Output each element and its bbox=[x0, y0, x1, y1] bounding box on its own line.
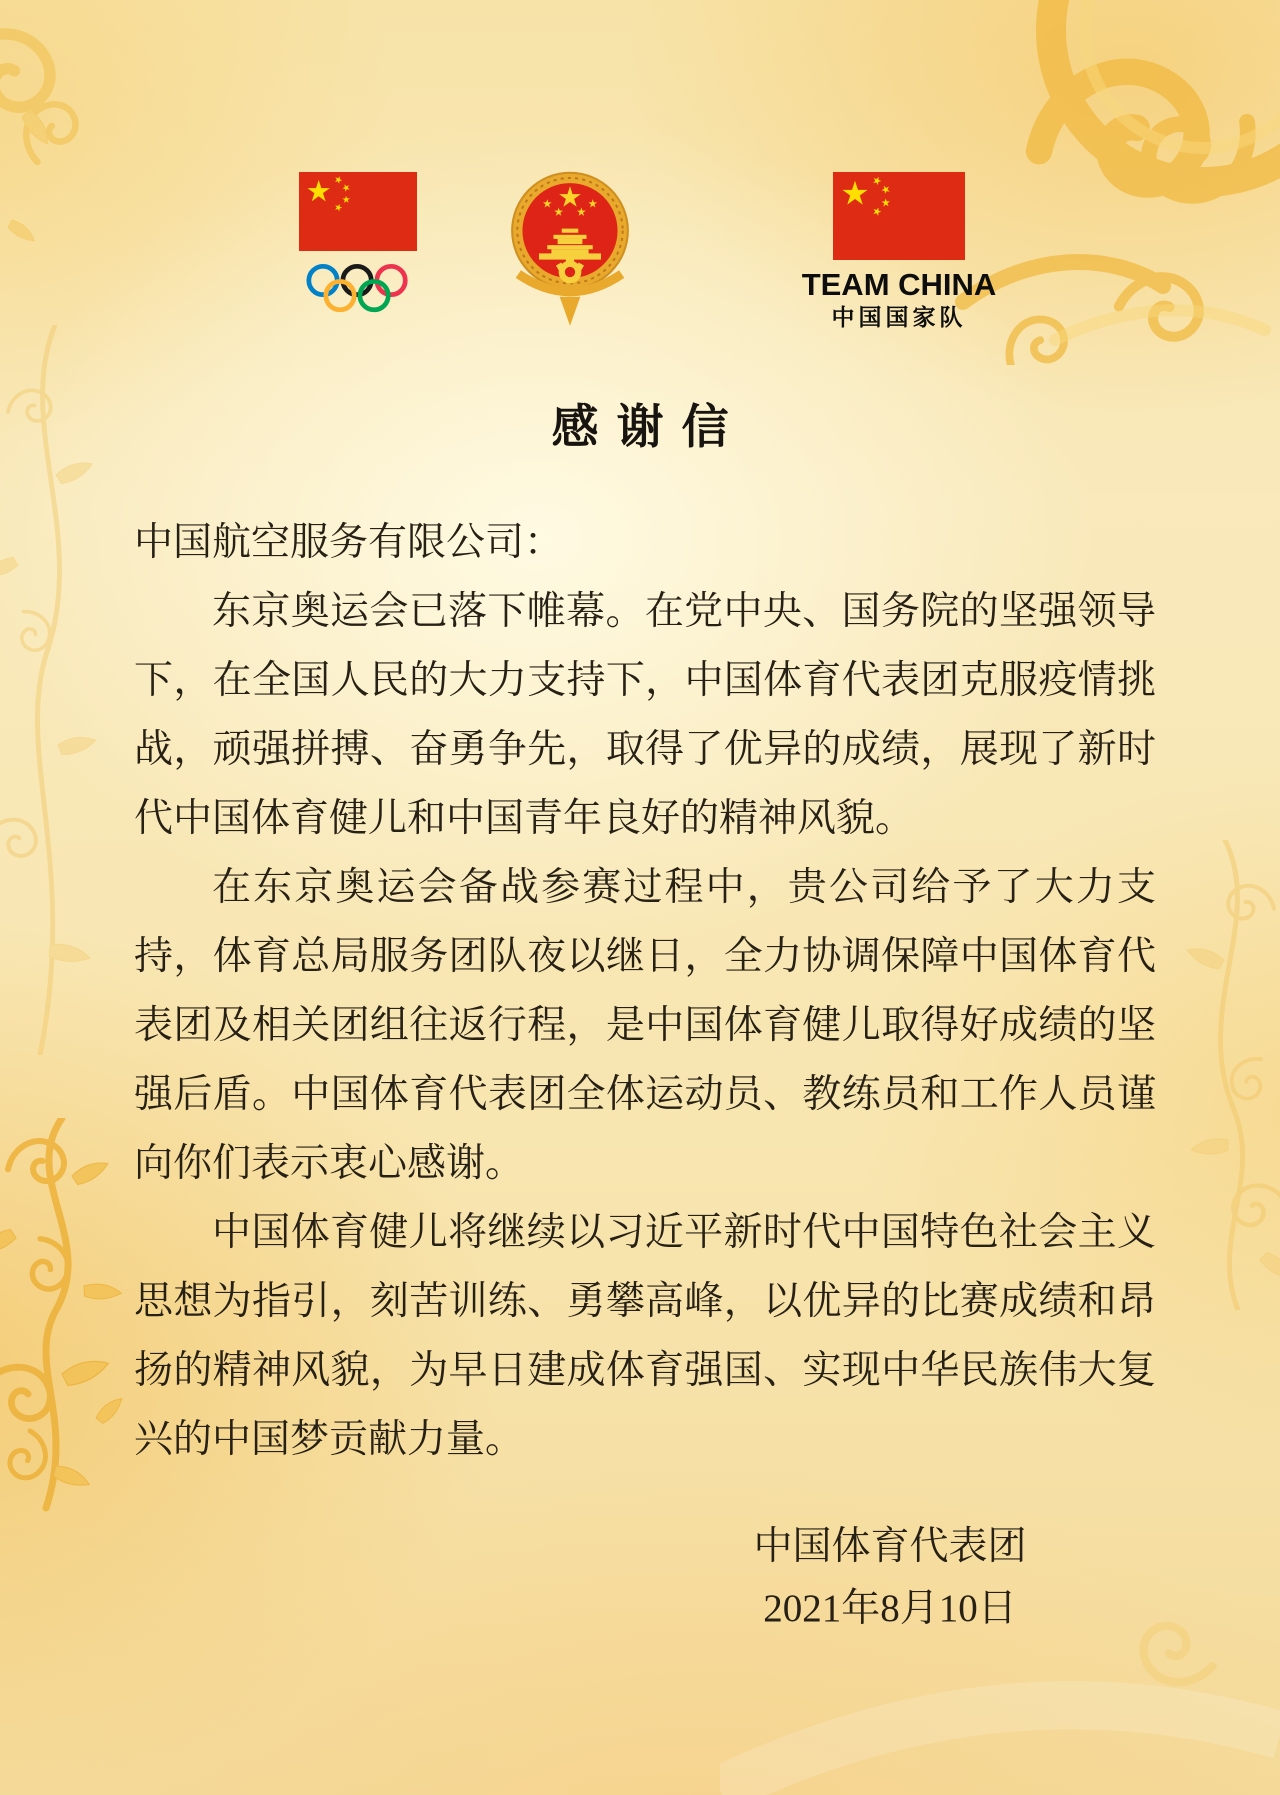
signature-date: 2021年8月10日 bbox=[763, 1587, 1017, 1630]
team-china-chinese-name: 中国国家队 bbox=[831, 304, 967, 330]
signature-block bbox=[700, 1516, 1080, 1640]
signature-name: 中国体育代表团 bbox=[753, 1525, 1027, 1568]
body-paragraph: 东京奥运会已落下帷幕。在党中央、国务院的坚强领导下，在全国人民的大力支持下，中国体育代表团克服疫情挑战，顽强拼搏、奋勇争先，取得了优异的成绩，展现了新时代中国体育健儿和中国青年良好的精神风貌。 bbox=[134, 590, 1156, 840]
paragraphs bbox=[134, 577, 1156, 1474]
national-emblem-of-china bbox=[508, 154, 632, 328]
team-china-logo bbox=[776, 172, 1022, 329]
body-paragraph: 在东京奥运会备战参赛过程中，贵公司给予了大力支持，体育总局服务团队夜以继日，全力协调保障中国体育代表团及相关团组往返行程，是中国体育健儿取得好成绩的坚强后盾。中国体育代表团全体运动员、教练员和工作人员谨向你们表示衷心感谢。 bbox=[134, 866, 1156, 1185]
salutation: 中国航空服务有限公司： bbox=[134, 521, 564, 564]
ornament-top-left-flourish bbox=[0, 0, 115, 260]
team-china-wordmark: TEAM CHINA bbox=[801, 267, 997, 302]
national-emblem-icon bbox=[508, 154, 632, 328]
body-paragraph: 中国体育健儿将继续以习近平新时代中国特色社会主义思想为指引，刻苦训练、勇攀高峰，以优异的比赛成绩和昂扬的精神风貌，为早日建成体育强国、实现中华民族伟大复兴的中国梦贡献力量。 bbox=[134, 1211, 1156, 1461]
chinese-olympic-committee-logo bbox=[299, 172, 417, 315]
china-flag-icon bbox=[299, 172, 417, 251]
ornament-right-vine bbox=[1155, 840, 1280, 1310]
olympic-rings-icon bbox=[306, 263, 410, 315]
letter-title: 感谢信 bbox=[551, 402, 747, 454]
china-flag-icon bbox=[833, 172, 965, 260]
letter-body bbox=[134, 508, 1156, 1474]
